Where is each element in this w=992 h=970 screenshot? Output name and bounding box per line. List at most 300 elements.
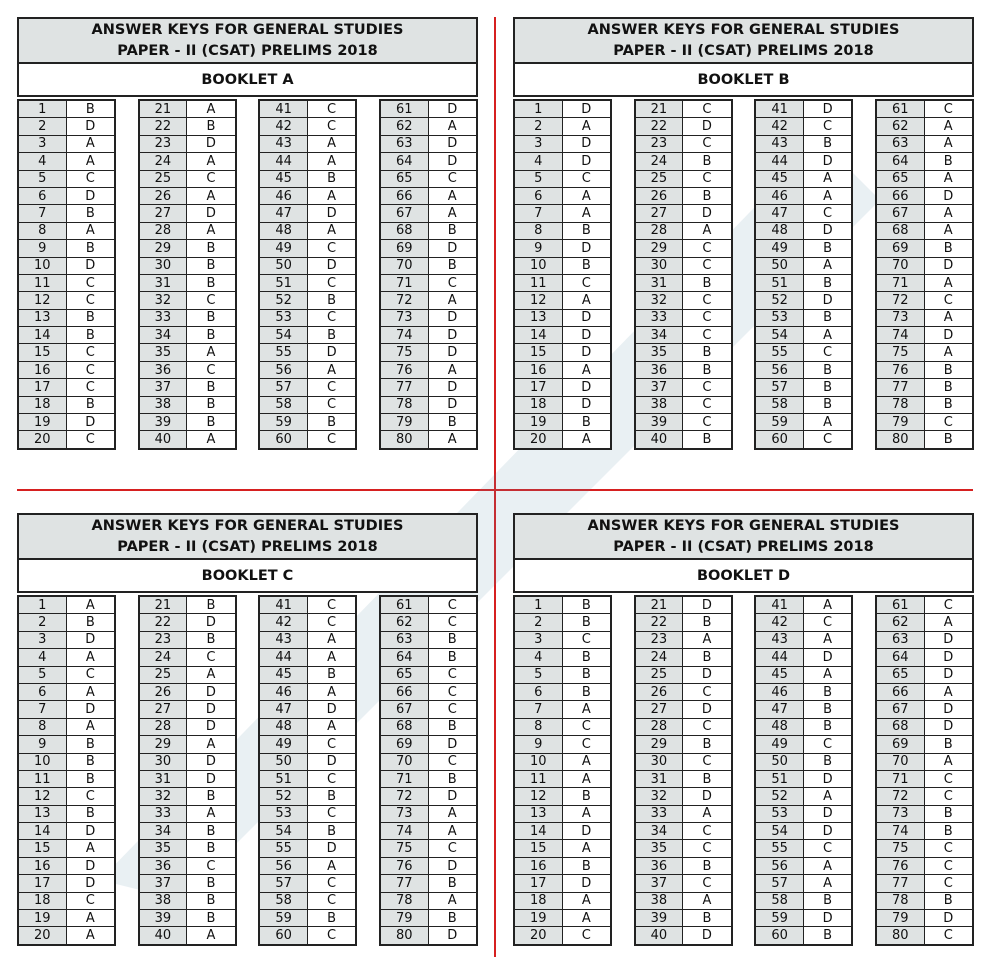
table-row	[514, 274, 611, 291]
question-number: 47	[755, 205, 803, 222]
question-number: 52	[259, 788, 307, 805]
table-row	[380, 701, 477, 718]
question-number: 48	[755, 718, 803, 735]
table-row	[635, 240, 732, 257]
table-row	[876, 414, 973, 431]
answer-cell: C	[803, 840, 852, 857]
question-number: 64	[380, 649, 428, 666]
answer-cell: D	[683, 205, 732, 222]
table-row	[259, 240, 356, 257]
question-number: 58	[259, 396, 307, 413]
answer-cell: C	[307, 118, 356, 135]
table-row	[259, 100, 356, 118]
question-number: 42	[755, 614, 803, 631]
question-number: 75	[876, 344, 924, 361]
answer-cell: A	[307, 153, 356, 170]
question-number: 34	[635, 823, 683, 840]
table-row	[514, 770, 611, 787]
question-number: 48	[259, 718, 307, 735]
answer-table	[634, 595, 733, 946]
table-row	[259, 153, 356, 170]
question-number: 17	[18, 875, 66, 892]
answer-cell: D	[428, 788, 477, 805]
table-row	[755, 701, 852, 718]
table-row	[514, 344, 611, 361]
answer-cell: D	[307, 753, 356, 770]
question-number: 35	[139, 840, 187, 857]
answer-cell: D	[924, 666, 973, 683]
question-number: 62	[380, 614, 428, 631]
table-row	[259, 257, 356, 274]
question-number: 32	[635, 788, 683, 805]
answer-cell: D	[66, 701, 115, 718]
table-row	[380, 379, 477, 396]
table-row	[259, 683, 356, 700]
table-row	[139, 718, 236, 735]
panel-header	[17, 513, 478, 560]
table-row	[755, 892, 852, 909]
answer-cell: B	[428, 414, 477, 431]
table-row	[876, 257, 973, 274]
question-number: 8	[18, 718, 66, 735]
table-row	[139, 875, 236, 892]
table-row	[755, 344, 852, 361]
table-row	[635, 805, 732, 822]
table-row	[139, 736, 236, 753]
question-number: 29	[635, 240, 683, 257]
answer-cell: C	[683, 396, 732, 413]
table-row	[380, 910, 477, 927]
question-number: 51	[259, 274, 307, 291]
answer-cell: B	[187, 240, 236, 257]
answer-cell: B	[924, 153, 973, 170]
answer-cell: B	[562, 614, 611, 631]
question-number: 19	[18, 910, 66, 927]
question-number: 48	[259, 222, 307, 239]
answer-cell: A	[562, 840, 611, 857]
table-row	[635, 361, 732, 378]
answer-cell: B	[66, 240, 115, 257]
question-number: 22	[139, 118, 187, 135]
table-row	[380, 666, 477, 683]
answer-cell: B	[307, 327, 356, 344]
table-row	[139, 649, 236, 666]
question-number: 60	[259, 431, 307, 449]
question-number: 37	[139, 379, 187, 396]
question-number: 20	[18, 431, 66, 449]
question-number: 59	[755, 910, 803, 927]
table-row	[139, 857, 236, 874]
question-number: 72	[380, 292, 428, 309]
table-row	[139, 805, 236, 822]
answer-cell: B	[803, 927, 852, 945]
answer-cell: B	[683, 910, 732, 927]
question-number: 70	[380, 753, 428, 770]
question-number: 38	[635, 892, 683, 909]
answer-cell: B	[187, 309, 236, 326]
table-row	[876, 292, 973, 309]
question-number: 64	[380, 153, 428, 170]
table-row	[635, 118, 732, 135]
question-number: 23	[635, 135, 683, 152]
question-number: 60	[755, 431, 803, 449]
answer-cell: D	[924, 718, 973, 735]
question-number: 37	[139, 875, 187, 892]
question-number: 8	[514, 718, 562, 735]
question-number: 44	[755, 649, 803, 666]
question-number: 38	[139, 892, 187, 909]
answer-cell: C	[428, 666, 477, 683]
question-number: 54	[259, 823, 307, 840]
question-number: 33	[139, 309, 187, 326]
question-number: 39	[635, 414, 683, 431]
table-row	[380, 770, 477, 787]
question-number: 75	[380, 840, 428, 857]
answer-cell: A	[66, 718, 115, 735]
answer-cell: B	[66, 205, 115, 222]
table-row	[635, 292, 732, 309]
question-number: 3	[514, 631, 562, 648]
table-row	[380, 187, 477, 204]
question-number: 20	[18, 927, 66, 945]
table-row	[876, 649, 973, 666]
answer-cell: B	[683, 614, 732, 631]
answer-cell: C	[683, 292, 732, 309]
question-number: 71	[380, 274, 428, 291]
question-number: 42	[755, 118, 803, 135]
table-row	[876, 718, 973, 735]
question-number: 76	[876, 361, 924, 378]
table-row	[18, 361, 115, 378]
answer-cell: C	[66, 344, 115, 361]
answer-cell: A	[562, 205, 611, 222]
answer-cell: A	[924, 222, 973, 239]
question-number: 9	[514, 736, 562, 753]
question-number: 69	[876, 736, 924, 753]
question-number: 53	[259, 805, 307, 822]
question-number: 39	[139, 910, 187, 927]
table-row	[380, 361, 477, 378]
question-number: 63	[380, 631, 428, 648]
answer-cell: C	[924, 770, 973, 787]
booklet-a-panel	[17, 17, 478, 450]
question-number: 62	[380, 118, 428, 135]
question-number: 61	[876, 100, 924, 118]
table-row	[514, 361, 611, 378]
answer-table	[138, 99, 237, 450]
question-number: 24	[635, 649, 683, 666]
table-row	[139, 753, 236, 770]
title-line-2: PAPER - II (CSAT) PRELIMS 2018	[117, 42, 378, 59]
table-row	[876, 344, 973, 361]
answer-cell: A	[307, 631, 356, 648]
table-row	[755, 361, 852, 378]
table-row	[635, 788, 732, 805]
answer-cell: A	[187, 805, 236, 822]
table-row	[259, 823, 356, 840]
answer-cell: C	[562, 274, 611, 291]
question-number: 58	[755, 892, 803, 909]
question-number: 22	[139, 614, 187, 631]
answer-cell: D	[562, 379, 611, 396]
answer-cell: B	[803, 718, 852, 735]
question-number: 21	[139, 596, 187, 614]
answer-cell: D	[924, 631, 973, 648]
answer-cell: A	[562, 753, 611, 770]
answer-cell: D	[66, 187, 115, 204]
question-number: 14	[18, 823, 66, 840]
table-row	[139, 118, 236, 135]
table-row	[139, 770, 236, 787]
table-row	[755, 857, 852, 874]
table-row	[18, 292, 115, 309]
answer-cell: A	[803, 170, 852, 187]
question-number: 2	[514, 614, 562, 631]
table-row	[139, 240, 236, 257]
question-number: 31	[635, 770, 683, 787]
answer-cell: A	[428, 805, 477, 822]
answer-cell: C	[803, 344, 852, 361]
table-row	[876, 840, 973, 857]
table-row	[755, 222, 852, 239]
table-row	[259, 292, 356, 309]
question-number: 30	[635, 257, 683, 274]
question-number: 4	[18, 649, 66, 666]
question-number: 78	[380, 396, 428, 413]
table-row	[635, 683, 732, 700]
table-row	[876, 857, 973, 874]
table-row	[18, 892, 115, 909]
question-number: 16	[18, 361, 66, 378]
table-row	[380, 614, 477, 631]
answer-cell: B	[924, 396, 973, 413]
table-row	[635, 257, 732, 274]
question-number: 14	[18, 327, 66, 344]
answer-cell: C	[924, 927, 973, 945]
answer-cell: A	[187, 100, 236, 118]
answer-cell: B	[803, 753, 852, 770]
question-number: 74	[380, 327, 428, 344]
question-number: 17	[514, 875, 562, 892]
table-row	[380, 736, 477, 753]
question-number: 35	[635, 840, 683, 857]
question-number: 7	[18, 701, 66, 718]
question-number: 1	[18, 596, 66, 614]
table-row	[18, 414, 115, 431]
question-number: 1	[18, 100, 66, 118]
answer-cell: B	[187, 118, 236, 135]
answer-cell: B	[187, 396, 236, 413]
table-row	[18, 379, 115, 396]
answer-cell: A	[683, 805, 732, 822]
answer-cell: B	[187, 414, 236, 431]
question-number: 6	[18, 683, 66, 700]
question-number: 2	[18, 614, 66, 631]
answer-cell: B	[66, 396, 115, 413]
table-row	[259, 414, 356, 431]
question-number: 61	[380, 596, 428, 614]
answer-cell: C	[428, 840, 477, 857]
question-number: 34	[139, 327, 187, 344]
answer-cell: C	[307, 431, 356, 449]
answer-cell: C	[66, 892, 115, 909]
question-number: 69	[380, 736, 428, 753]
question-number: 28	[139, 222, 187, 239]
answer-cell: A	[683, 631, 732, 648]
table-row	[514, 875, 611, 892]
table-row	[380, 222, 477, 239]
answer-cell: A	[562, 892, 611, 909]
table-row	[755, 753, 852, 770]
question-number: 80	[876, 431, 924, 449]
answer-cell: B	[428, 257, 477, 274]
table-row	[876, 361, 973, 378]
answer-cell: B	[187, 823, 236, 840]
table-row	[876, 927, 973, 945]
question-number: 19	[514, 910, 562, 927]
table-row	[514, 414, 611, 431]
answer-cell: C	[683, 327, 732, 344]
table-row	[259, 614, 356, 631]
answer-cell: A	[307, 361, 356, 378]
answer-cell: C	[683, 135, 732, 152]
table-row	[876, 222, 973, 239]
question-number: 68	[876, 718, 924, 735]
answer-cell: A	[562, 910, 611, 927]
table-row	[876, 205, 973, 222]
answer-cell: D	[803, 805, 852, 822]
question-number: 51	[755, 770, 803, 787]
answer-cell: B	[803, 892, 852, 909]
answer-cell: A	[562, 431, 611, 449]
question-number: 67	[380, 205, 428, 222]
question-number: 67	[876, 701, 924, 718]
question-number: 42	[259, 614, 307, 631]
table-row	[139, 222, 236, 239]
answer-cell: A	[428, 361, 477, 378]
answer-cell: C	[683, 379, 732, 396]
answer-cell: A	[66, 596, 115, 614]
answer-cell: C	[428, 596, 477, 614]
panel-header	[513, 17, 974, 64]
question-number: 56	[259, 361, 307, 378]
question-number: 2	[514, 118, 562, 135]
question-number: 24	[635, 153, 683, 170]
table-row	[139, 257, 236, 274]
table-row	[139, 666, 236, 683]
table-row	[259, 596, 356, 614]
answer-cell: A	[924, 205, 973, 222]
table-row	[18, 187, 115, 204]
question-number: 77	[380, 379, 428, 396]
table-row	[635, 840, 732, 857]
table-row	[139, 614, 236, 631]
answer-cell: C	[307, 927, 356, 945]
booklet-b-panel	[513, 17, 974, 450]
question-number: 32	[139, 292, 187, 309]
question-number: 12	[514, 788, 562, 805]
question-number: 63	[380, 135, 428, 152]
answer-cell: B	[428, 718, 477, 735]
answer-cell: D	[803, 823, 852, 840]
answer-table	[17, 595, 116, 946]
table-row	[876, 396, 973, 413]
table-row	[876, 135, 973, 152]
table-row	[18, 205, 115, 222]
question-number: 64	[876, 153, 924, 170]
table-row	[18, 170, 115, 187]
answer-cell: D	[683, 788, 732, 805]
answer-cell: B	[924, 823, 973, 840]
table-row	[139, 309, 236, 326]
table-row	[755, 666, 852, 683]
answer-cell: D	[66, 857, 115, 874]
answer-table	[17, 99, 116, 450]
table-row	[18, 840, 115, 857]
table-row	[876, 892, 973, 909]
question-number: 8	[18, 222, 66, 239]
question-number: 9	[18, 736, 66, 753]
question-number: 40	[635, 927, 683, 945]
table-row	[514, 596, 611, 614]
answer-table	[379, 595, 478, 946]
answer-cell: B	[803, 361, 852, 378]
answer-columns	[17, 595, 478, 946]
table-row	[514, 118, 611, 135]
panel-header	[17, 17, 478, 64]
question-number: 45	[259, 666, 307, 683]
question-number: 49	[259, 240, 307, 257]
answer-cell: B	[562, 596, 611, 614]
answer-cell: D	[428, 344, 477, 361]
question-number: 37	[635, 379, 683, 396]
answer-cell: A	[66, 135, 115, 152]
table-row	[635, 631, 732, 648]
answer-cell: D	[683, 927, 732, 945]
table-row	[876, 431, 973, 449]
question-number: 21	[139, 100, 187, 118]
question-number: 69	[876, 240, 924, 257]
answer-cell: C	[307, 379, 356, 396]
question-number: 68	[876, 222, 924, 239]
question-number: 53	[755, 805, 803, 822]
question-number: 4	[18, 153, 66, 170]
answer-cell: A	[803, 857, 852, 874]
table-row	[18, 718, 115, 735]
answer-cell: B	[803, 683, 852, 700]
answer-cell: B	[683, 361, 732, 378]
question-number: 49	[259, 736, 307, 753]
table-row	[18, 927, 115, 945]
table-row	[18, 327, 115, 344]
table-row	[380, 135, 477, 152]
table-row	[380, 875, 477, 892]
question-number: 79	[380, 910, 428, 927]
answer-cell: A	[187, 153, 236, 170]
table-row	[380, 805, 477, 822]
answer-cell: C	[307, 396, 356, 413]
table-row	[380, 153, 477, 170]
answer-cell: C	[307, 736, 356, 753]
answer-table	[513, 595, 612, 946]
question-number: 52	[755, 292, 803, 309]
table-row	[876, 187, 973, 204]
answer-cell: B	[66, 753, 115, 770]
answer-cell: C	[66, 274, 115, 291]
table-row	[635, 892, 732, 909]
question-number: 55	[755, 344, 803, 361]
question-number: 66	[380, 187, 428, 204]
